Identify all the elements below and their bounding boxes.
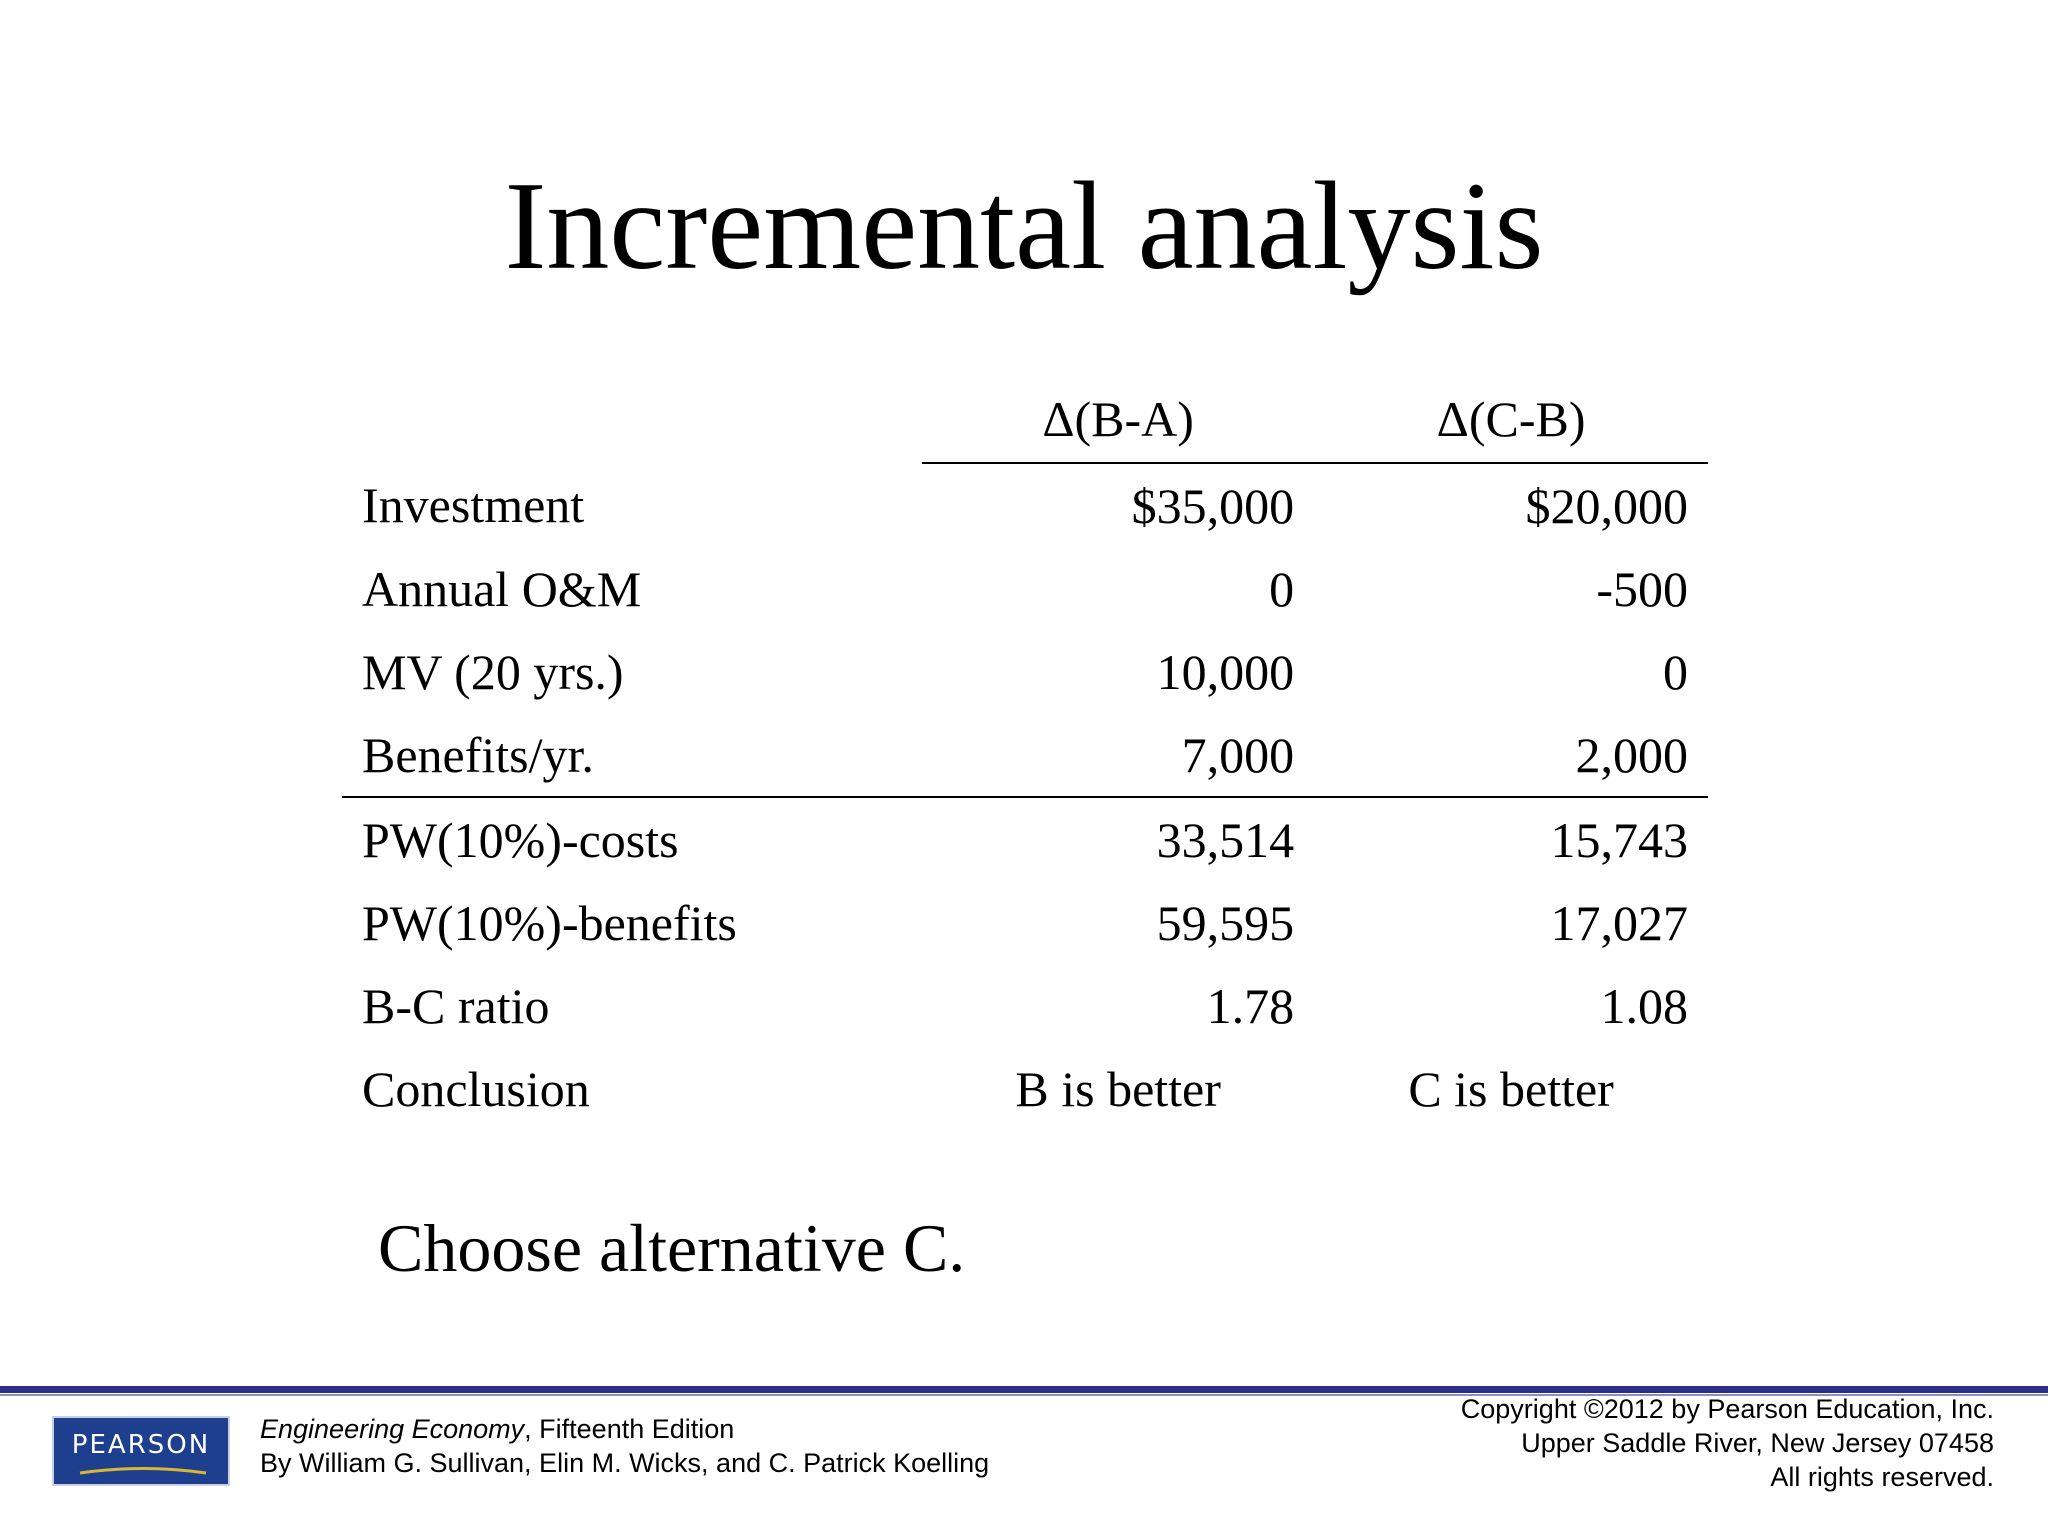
cell-b-minus-a: 33,514 bbox=[1156, 811, 1295, 868]
row-label: Annual O&M bbox=[362, 560, 642, 617]
table-row-annual-om bbox=[342, 547, 1708, 630]
pearson-logo-text: PEARSON bbox=[71, 1430, 211, 1460]
copyright-notice bbox=[1461, 1392, 1994, 1494]
book-authors: By William G. Sullivan, Elin M. Wicks, and C. Patrick Koelling bbox=[260, 1448, 990, 1478]
row-label: MV (20 yrs.) bbox=[362, 643, 624, 700]
cell-b-minus-a: 1.78 bbox=[1206, 977, 1295, 1034]
table-row-market-value bbox=[342, 630, 1708, 713]
cell-b-minus-a: B is better bbox=[1015, 1060, 1221, 1117]
cell-c-minus-b: 1.08 bbox=[1600, 977, 1688, 1034]
cell-c-minus-b: 0 bbox=[1663, 643, 1688, 700]
incremental-analysis-table bbox=[342, 390, 1708, 1130]
logo-swoosh-icon bbox=[78, 1466, 208, 1476]
table-header-c-minus-b: Δ(C-B) bbox=[1314, 390, 1708, 463]
cell-b-minus-a: 10,000 bbox=[1156, 643, 1295, 700]
cell-b-minus-a: 7,000 bbox=[922, 713, 1314, 797]
conclusion-text: Choose alternative C. bbox=[378, 1210, 966, 1286]
cell-c-minus-b: -500 bbox=[1596, 560, 1688, 617]
table-row-benefits bbox=[342, 713, 1708, 797]
pearson-logo bbox=[52, 1416, 230, 1486]
table-row-pw-costs bbox=[342, 797, 1708, 881]
cell-c-minus-b: $20,000 bbox=[1525, 477, 1688, 534]
cell-c-minus-b: 15,743 bbox=[1550, 811, 1688, 868]
cell-c-minus-b: 17,027 bbox=[1550, 894, 1688, 951]
table-row-conclusion bbox=[342, 1047, 1708, 1130]
cell-b-minus-a: 0 bbox=[1269, 560, 1295, 617]
copyright-line-2: Upper Saddle River, New Jersey 07458 bbox=[1521, 1428, 1994, 1458]
book-edition: , Fifteenth Edition bbox=[524, 1414, 735, 1444]
book-title-line bbox=[260, 1412, 989, 1446]
table-row-bc-ratio bbox=[342, 964, 1708, 1047]
copyright-line-3: All rights reserved. bbox=[1770, 1462, 1994, 1492]
row-label: B-C ratio bbox=[362, 977, 550, 1034]
table-header-b-minus-a: Δ(B-A) bbox=[922, 390, 1314, 463]
row-label: PW(10%)-costs bbox=[362, 811, 679, 868]
slide-title: Incremental analysis bbox=[504, 157, 1544, 296]
row-label: Benefits/yr. bbox=[342, 713, 922, 797]
table-header-row bbox=[342, 390, 1708, 463]
row-label: Investment bbox=[362, 477, 585, 533]
table-row-investment bbox=[342, 463, 1708, 547]
cell-b-minus-a: $35,000 bbox=[1131, 477, 1295, 534]
book-citation bbox=[260, 1412, 989, 1480]
copyright-line-1: Copyright ©2012 by Pearson Education, Inc. bbox=[1460, 1394, 1994, 1424]
cell-c-minus-b: C is better bbox=[1408, 1060, 1614, 1117]
row-label: PW(10%)-benefits bbox=[362, 894, 737, 951]
book-title: Engineering Economy bbox=[260, 1414, 525, 1444]
row-label: Conclusion bbox=[362, 1060, 590, 1117]
cell-c-minus-b: 2,000 bbox=[1314, 713, 1708, 797]
cell-b-minus-a: 59,595 bbox=[1156, 894, 1295, 951]
table-row-pw-benefits bbox=[342, 881, 1708, 964]
table-header-empty bbox=[342, 390, 922, 463]
